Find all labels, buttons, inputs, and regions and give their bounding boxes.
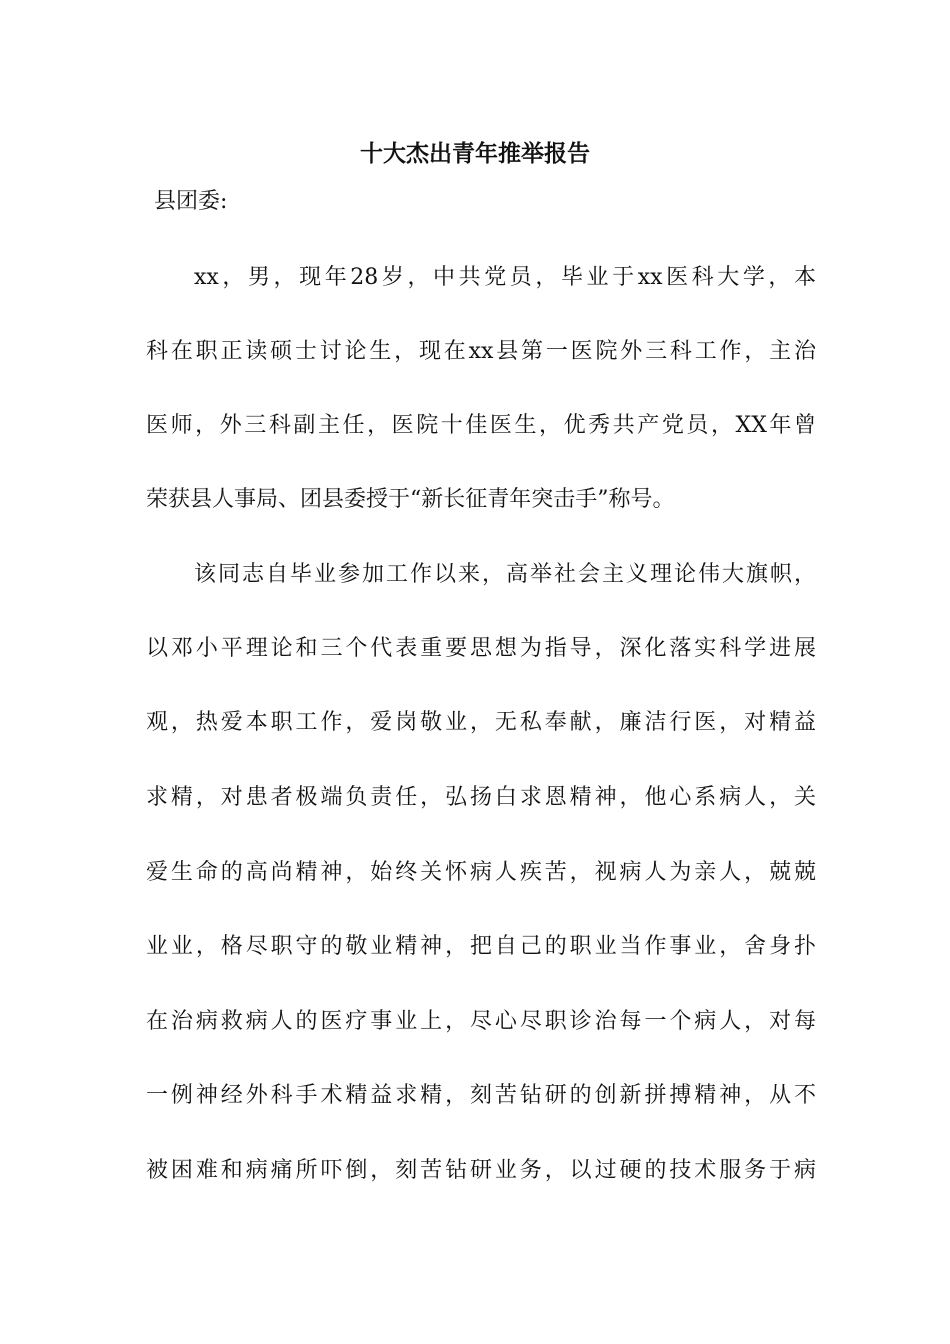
- paragraph-line: 在治病救病人的医疗事业上，尽心尽职诊治每一个病人，对每: [146, 1009, 816, 1034]
- document-title: 十大杰出青年推举报告: [360, 140, 590, 167]
- paragraph-line: 医师，外三科副主任，医院十佳医生，优秀共产党员，XX年曾: [146, 413, 816, 438]
- paragraph-line: 一例神经外科手术精益求精，刻苦钻研的创新拼搏精神，从不: [146, 1083, 816, 1108]
- paragraph-line: 该同志自毕业参加工作以来，高举社会主义理论伟大旗帜，: [194, 562, 816, 587]
- paragraph-line: 业业，格尽职守的敬业精神，把自己的职业当作事业，舍身扑: [146, 934, 816, 959]
- salutation: 县团委:: [154, 189, 228, 214]
- paragraph-line: 被困难和病痛所吓倒，刻苦钻研业务，以过硬的技术服务于病: [146, 1158, 816, 1183]
- paragraph-line: 以邓小平理论和三个代表重要思想为指导，深化落实科学进展: [146, 636, 816, 661]
- paragraph-line: xx，男，现年28岁，中共党员，毕业于xx医科大学，本: [194, 265, 816, 290]
- paragraph-line: 科在职正读硕士讨论生，现在xx县第一医院外三科工作，主治: [146, 339, 816, 364]
- paragraph-line: 观，热爱本职工作，爱岗敬业，无私奉献，廉洁行医，对精益: [146, 710, 816, 735]
- paragraph-line: 爱生命的高尚精神，始终关怀病人疾苦，视病人为亲人，兢兢: [146, 860, 816, 885]
- paragraph-line: 求精，对患者极端负责任，弘扬白求恩精神，他心系病人，关: [146, 785, 816, 810]
- paragraph-line: 荣获县人事局、团县委授于“新长征青年突击手”称号。: [146, 487, 675, 512]
